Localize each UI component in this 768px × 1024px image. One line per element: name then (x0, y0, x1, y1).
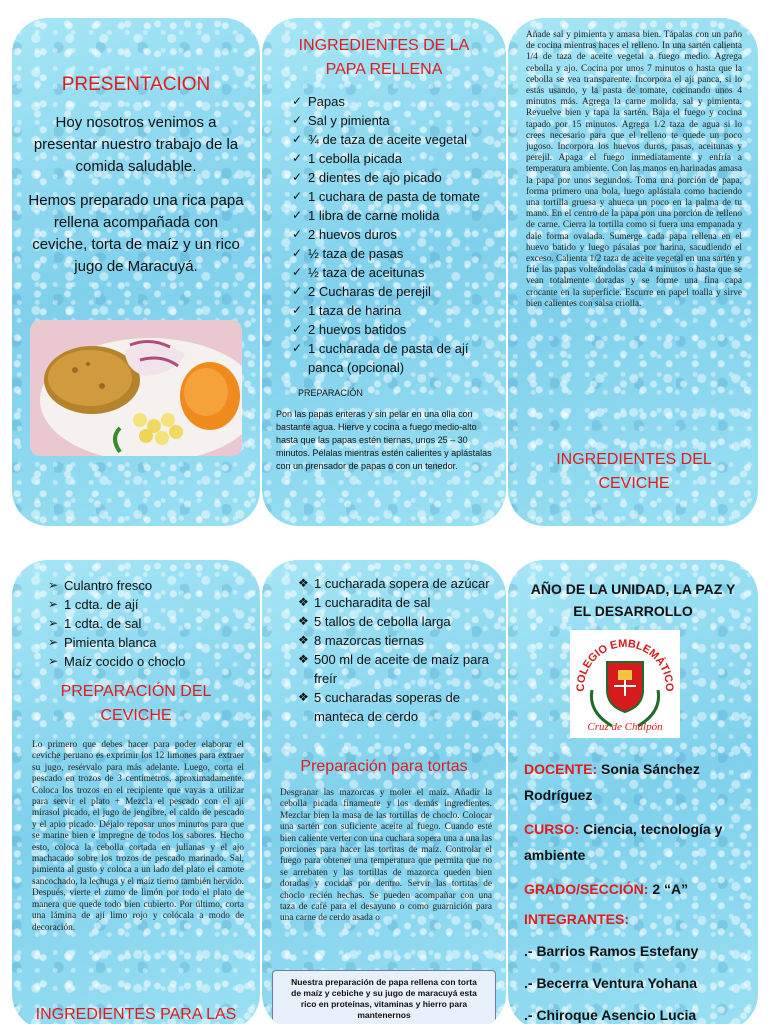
check-icon: ✓ (292, 189, 303, 203)
presentation-paragraph-1: Hoy nosotros venimos a presentar nuestro trabajo de la comida saludable. (33, 114, 239, 175)
presentation-title: PRESENTACION (61, 74, 211, 95)
arrow-bullet-icon: ➢ (48, 654, 59, 668)
curso-value: Ciencia, tecnología y ambiente (524, 821, 723, 863)
tortas-ingredients-list (298, 574, 498, 726)
logo-top-text: COLEGIO EMBLEMÁTICO (574, 637, 676, 692)
school-info-panel (508, 560, 758, 1024)
list-item: ❖ 1 cucharadita de sal (298, 595, 431, 610)
list-item: ✓ ¾ de taza de aceite vegetal (292, 132, 468, 147)
check-icon: ✓ (292, 265, 303, 279)
diamond-bullet-icon: ❖ (298, 652, 309, 666)
list-item: ❖ 8 mazorcas tiernas (298, 633, 424, 648)
integrantes-label: INTEGRANTES: (524, 911, 629, 927)
list-item: ✓ 2 Cucharas de perejil (292, 284, 431, 299)
dish-photo (30, 320, 242, 456)
list-item: ❖ 5 cucharadas soperas de manteca de cerdo (298, 690, 460, 724)
list-item: ❖ 1 cucharada sopera de azúcar (298, 576, 490, 591)
arrow-bullet-icon: ➢ (48, 616, 59, 630)
check-icon: ✓ (292, 303, 303, 317)
list-item: ✓ 1 libra de carne molida (292, 208, 440, 223)
list-item: ✓ 1 cebolla picada (292, 151, 402, 166)
diamond-bullet-icon: ❖ (298, 595, 309, 609)
member-item: .- Barrios Ramos Estefany (524, 943, 699, 959)
grado-value: 2 “A” (652, 881, 689, 897)
diamond-bullet-icon: ❖ (298, 576, 309, 590)
school-crest-icon (570, 630, 680, 738)
papa-ingredients-title: INGREDIENTES DE LA PAPA RELLENA (298, 37, 470, 78)
tortas-preparation-title: Preparación para tortas (300, 758, 468, 775)
check-icon: ✓ (292, 284, 303, 298)
check-icon: ✓ (292, 208, 303, 222)
check-icon: ✓ (292, 94, 303, 108)
check-icon: ✓ (292, 132, 303, 146)
summary-scroll-text: Nuestra preparación de papa rellena con torta de maíz y cebiche y su jugo de maracuyá esta rico en proteínas, vitaminas y hierro para mantenernos (291, 977, 477, 1020)
member-item: .- Becerra Ventura Yohana (524, 975, 697, 991)
ceviche-preparation-panel (12, 560, 260, 1024)
papa-preparation-heading: PREPARACIÓN (298, 388, 363, 398)
list-item: ✓ Sal y pimienta (292, 113, 390, 128)
ceviche-ingredients-title: INGREDIENTES DEL CEVICHE (556, 451, 712, 492)
list-item: ➢ Maíz cocido o choclo (48, 654, 186, 669)
list-item: ✓ 2 dientes de ajo picado (292, 170, 442, 185)
list-item: ✓ 1 cucharada de pasta de ají panca (opcional) (292, 341, 469, 375)
presentation-panel (12, 18, 260, 526)
curso-row (524, 816, 750, 868)
member-item: .- Chiroque Asencio Lucia (524, 1007, 697, 1023)
check-icon: ✓ (292, 113, 303, 127)
papa-rellena-dish-illustration (30, 320, 242, 456)
papa-preparation-continued-panel (508, 18, 758, 526)
diamond-bullet-icon: ❖ (298, 614, 309, 628)
integrantes-row (524, 906, 750, 932)
presentation-paragraph-2: Hemos preparado una rica papa rellena acompañada con ceviche, torta de maíz y un rico jugo de Maracuyá. (28, 192, 244, 275)
ceviche-preparation-text: Lo primero que debes hacer para poder elaborar el ceviche peruano es exprimir los 12 limones para extraer su jugo, resérvalo para más adelante. Luego, corta el pescado en trozos de 3 centímetros, aproximadamente. Coloca los trozos en el recipiente que vayas a utilizar para servir el plato + Mezcla el pescado con el ají mirasol picado, el jugo de jengibre, el caldo de pescado y el apio picado. Déjalo reposar unos minutos para que se marine bien e impregne de todos los sabores. Hecho esto, coloca la cebolla cortada en julianas y el ajo machacado sobre los trozos de pescado marinado. Sal, pimienta al gusto y coloca a un lado del plato el camote sancochado, la lechuga y el maíz tierno también hervido. Después, vierte el zumo de limón por todo el plato de manera que quede todo bien cubierto. Por último, corta una lámina de ají limo rojo y colócala a modo de decoración. (32, 740, 244, 933)
check-icon: ✓ (292, 151, 303, 165)
docente-row (524, 756, 750, 808)
tortas-panel (262, 560, 506, 1024)
summary-scroll-banner (272, 970, 496, 1024)
docente-label: DOCENTE: (524, 761, 598, 777)
school-info-block (524, 756, 750, 1024)
list-item: ➢ 1 cdta. de sal (48, 616, 142, 631)
diamond-bullet-icon: ❖ (298, 690, 309, 704)
list-item: ➢ 1 cdta. de ají (48, 597, 139, 612)
list-item: ➢ Culantro fresco (48, 578, 153, 593)
arrow-bullet-icon: ➢ (48, 578, 59, 592)
check-icon: ✓ (292, 227, 303, 241)
list-item: ✓ Papas (292, 94, 345, 109)
check-icon: ✓ (292, 246, 303, 260)
grado-label: GRADO/SECCIÓN: (524, 881, 649, 897)
list-item: ❖ 500 ml de aceite de maíz para freír (298, 652, 489, 686)
list-item: ✓ 1 taza de harina (292, 303, 402, 318)
check-icon: ✓ (292, 322, 303, 336)
list-item: ✓ 2 huevos batidos (292, 322, 407, 337)
curso-label: CURSO: (524, 821, 580, 837)
ceviche-preparation-title: PREPARACIÓN DEL CEVICHE (60, 683, 212, 724)
grado-row (524, 876, 750, 902)
arrow-bullet-icon: ➢ (48, 597, 59, 611)
diamond-bullet-icon: ❖ (298, 633, 309, 647)
list-item: ✓ 2 huevos duros (292, 227, 397, 242)
check-icon: ✓ (292, 170, 303, 184)
year-motto-title: AÑO DE LA UNIDAD, LA PAZ Y EL DESARROLLO (530, 581, 736, 619)
papa-preparation-text: Pon las papas enteras y sin pelar en una olla con bastante agua. Hierve y cocina a fuego medio-alto hasta que las papas estén tiernas, unos 25 – 30 minutos. Pélalas mientras estén calientes y aplástalas con un prensador de papas o con un tenedor. (276, 409, 492, 471)
papa-ingredients-list (292, 92, 492, 377)
docente-value: Sonia Sánchez Rodríguez (524, 761, 700, 803)
papa-preparation-continued-text: Añade sal y pimienta y amasa bien. Tápalas con un paño de cocina mientras haces el relleno. In una sartén calienta 1/4 de taza de aceite vegetal a fuego medio. Agrega cebolla y ajo. Cocina por unos 7 minutos o hasta que la cebolla se vea transparente. Incorpora el ají panca, si lo estás usando, y la pasta de tomate, cocinando unos 4 minutos más. Agrega la carne molida, sal y pimienta. Revuelve bien y tapa la sartén. Baja el fuego y cocina tapado por 15 minutos. Agrega 1/2 taza de agua si lo crees necesario para que el relleno te quede un poco jugoso. Incorpora los huevos duros, pasas, aceitunas y perejil. Apaga el fuego inmediatamente y enfría a temperatura ambiente. Con las manos en harinadas amasa la papa por unos segundos. Toma una porción de papa, forma primero una bola, luego aplástala como haciendo una tortilla gruesa y ahueca un poco en la palma de tu mano. En el centro de la papa pon una porción de relleno de carne. Cierra la tortilla como si fuera una empanada y dale forma ovalada. Sumerge cada papa rellena en el huevo batido y luego pásalas por harina, sacudiendo el exceso. Calienta 1/2 taza de aceite vegetal en una sartén y fríe las papas volteándolas cada 4 minutos o hasta que se vean totalmente doradas y se forme una fina capa crocante en la superficie. Escurre en papel toalla y sirve bien calientes con salsa criolla. (526, 30, 742, 309)
tortas-preparation-text: Desgranar las mazorcas y moler el maíz. Añadir la cebolla picada finamente y los demás ingredientes. Mezclar bien la masa de las tortillas de choclo. Colocar una sartén con suficiente aceite al fuego. Cuando esté bien caliente verter con una cuchara sopera una a una las porciones para hacer las tortitas de maíz. Controlar el fuego para obtener una temperatura que permita que no se arrebaten y las tortillas de mazorca queden bien doradas y cocidas por dentro. Servir las tortitas de choclo recién hechas. Se pueden acompañar con una taza de café para el desayuno o como guarnición para una carne de cerdo asada o (280, 788, 492, 924)
arrow-bullet-icon: ➢ (48, 635, 59, 649)
ceviche-ingredients-list (48, 576, 248, 671)
logo-bottom-text: Cruz de Chalpón (587, 721, 663, 733)
school-logo (570, 630, 680, 738)
list-item: ✓ ½ taza de pasas (292, 246, 404, 261)
list-item: ❖ 5 tallos de cebolla larga (298, 614, 451, 629)
list-item: ✓ ½ taza de aceitunas (292, 265, 425, 280)
check-icon: ✓ (292, 341, 303, 355)
tortas-ingredients-title: INGREDIENTES PARA LAS (35, 1006, 237, 1023)
list-item: ➢ Pimienta blanca (48, 635, 157, 650)
papa-rellena-ingredients-panel (262, 18, 506, 526)
list-item: ✓ 1 cuchara de pasta de tomate (292, 189, 481, 204)
